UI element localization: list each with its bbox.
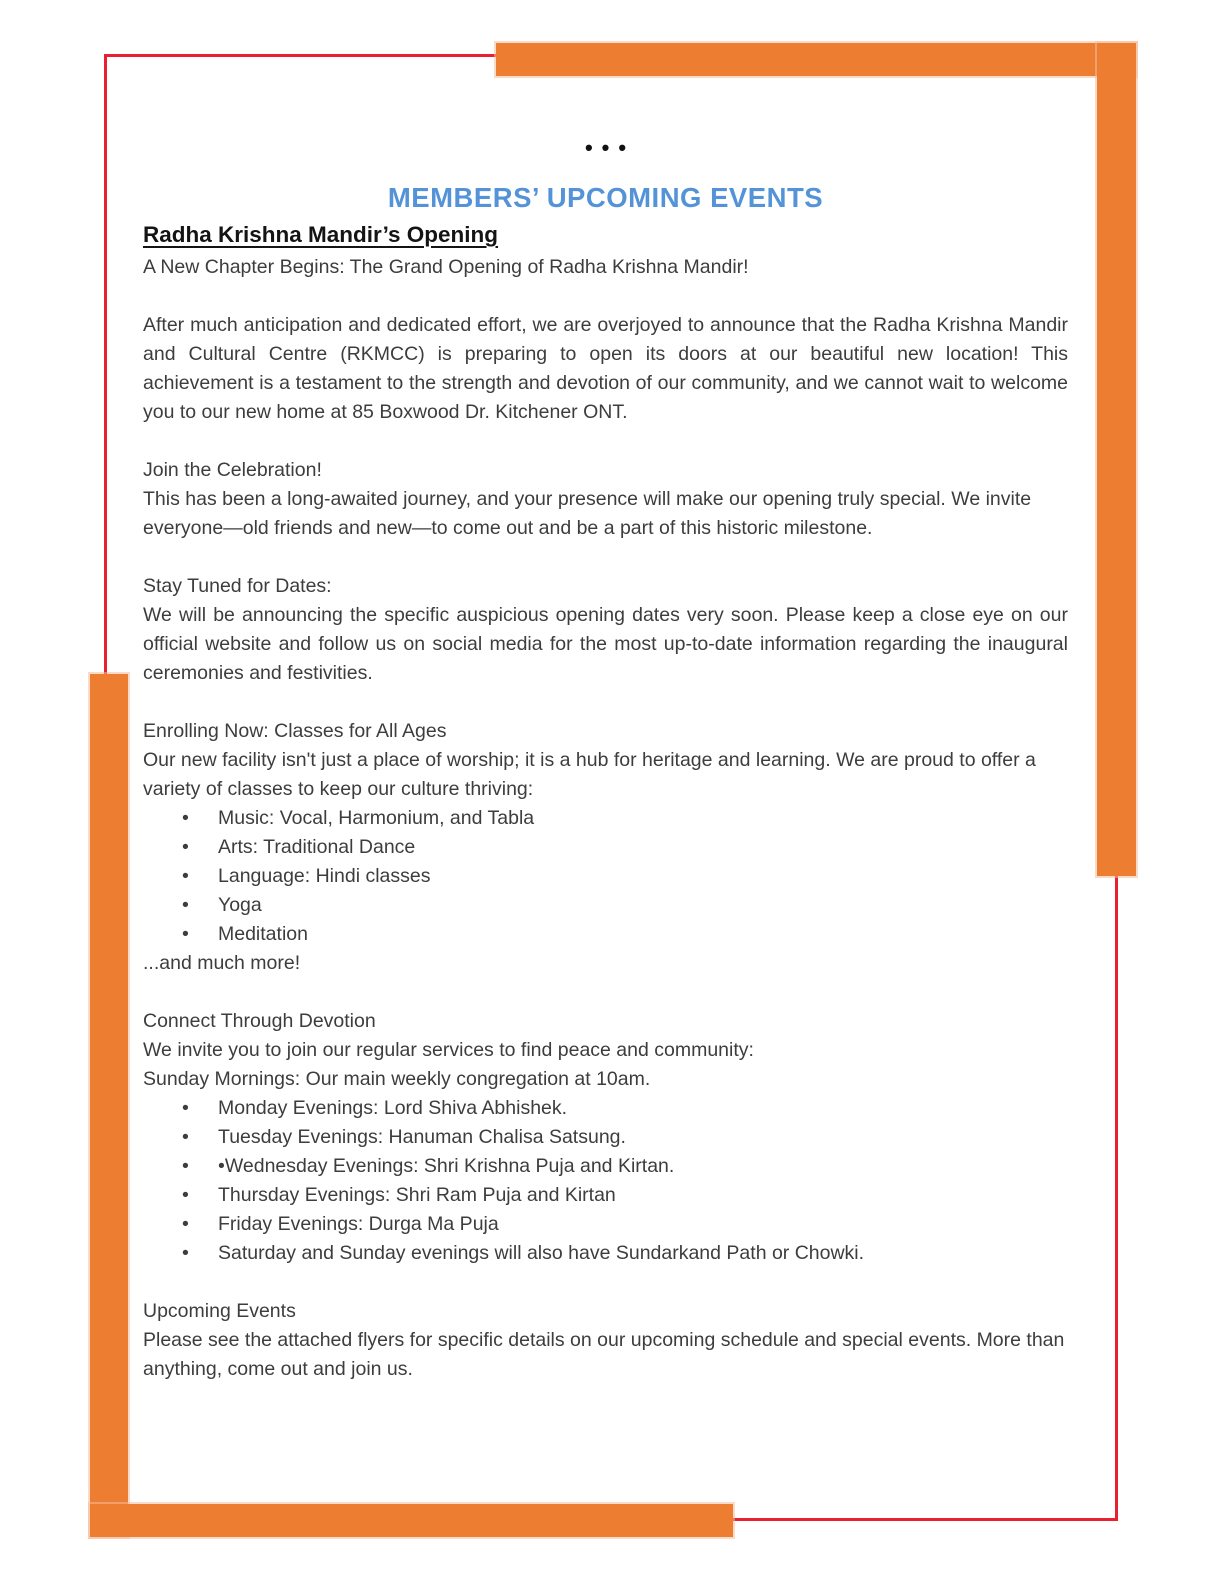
classes-section [143, 717, 1068, 978]
devotion-sunday-line: Sunday Mornings: Our main weekly congregation at 10am. [143, 1068, 651, 1090]
classes-body: Our new facility isn't just a place of worship; it is a hub for heritage and learning. We are proud to offer a variety of classes to keep our culture thriving: [143, 749, 1036, 800]
opening-paragraph: After much anticipation and dedicated effort, we are overjoyed to announce that the Radha Krishna Mandir and Cultural Centre (RKMCC) is preparing to open its doors at our beautiful new location! This achievement is a testament to the strength and devotion of our community, and we cannot wait to welcome you to our new home at 85 Boxwood Dr. Kitchener ONT. [143, 314, 1068, 423]
devotion-list [143, 1094, 1068, 1268]
list-item: • Friday Evenings: Durga Ma Puja [218, 1210, 1068, 1239]
list-item: • Music: Vocal, Harmonium, and Tabla [218, 804, 1068, 833]
upcoming-body: Please see the attached flyers for specific details on our upcoming schedule and special events. More than anything, come out and join us. [143, 1329, 1065, 1380]
orange-bar-bottom [90, 1504, 733, 1537]
page-title: MEMBERS’ UPCOMING EVENTS [387, 182, 824, 213]
list-item: • Meditation [218, 920, 1068, 949]
orange-bar-right [1097, 43, 1136, 876]
devotion-section [143, 1007, 1068, 1268]
list-item: • Monday Evenings: Lord Shiva Abhishek. [218, 1094, 1068, 1123]
classes-list [143, 804, 1068, 949]
list-item: • Saturday and Sunday evenings will also have Sundarkand Path or Chowki. [218, 1239, 1068, 1268]
ellipsis-dots: ••• [584, 135, 636, 160]
document-content [143, 135, 1068, 1384]
orange-bar-left [90, 674, 128, 1537]
classes-footer: ...and much more! [143, 952, 301, 974]
stay-tuned-section [143, 572, 1068, 688]
orange-bar-top [496, 43, 1136, 76]
classes-heading: Enrolling Now: Classes for All Ages [143, 720, 447, 742]
celebration-body: This has been a long-awaited journey, and your presence will make our opening truly special. We invite everyone—old friends and new—to come out and be a part of this historic milestone. [143, 488, 1032, 539]
list-item: • Tuesday Evenings: Hanuman Chalisa Satsung. [218, 1123, 1068, 1152]
celebration-section [143, 456, 1068, 543]
list-item: • Yoga [218, 891, 1068, 920]
opening-paragraph-block [143, 311, 1068, 427]
stay-tuned-body: We will be announcing the specific auspicious opening dates very soon. Please keep a close eye on our official website and follow us on social media for the most up-to-date information regarding the inaugural ceremonies and festivities. [143, 604, 1068, 684]
upcoming-heading: Upcoming Events [143, 1300, 296, 1322]
list-item: • Arts: Traditional Dance [218, 833, 1068, 862]
list-item: • Language: Hindi classes [218, 862, 1068, 891]
devotion-heading: Connect Through Devotion [143, 1010, 376, 1032]
celebration-heading: Join the Celebration! [143, 459, 322, 481]
article-tagline: A New Chapter Begins: The Grand Opening of Radha Krishna Mandir! [143, 256, 749, 278]
stay-tuned-heading: Stay Tuned for Dates: [143, 575, 332, 597]
upcoming-section [143, 1297, 1068, 1384]
article-title: Radha Krishna Mandir’s Opening [143, 222, 499, 247]
list-item: • •Wednesday Evenings: Shri Krishna Puja and Kirtan. [218, 1152, 1068, 1181]
devotion-intro: We invite you to join our regular services to find peace and community: [143, 1039, 754, 1061]
list-item: • Thursday Evenings: Shri Ram Puja and Kirtan [218, 1181, 1068, 1210]
